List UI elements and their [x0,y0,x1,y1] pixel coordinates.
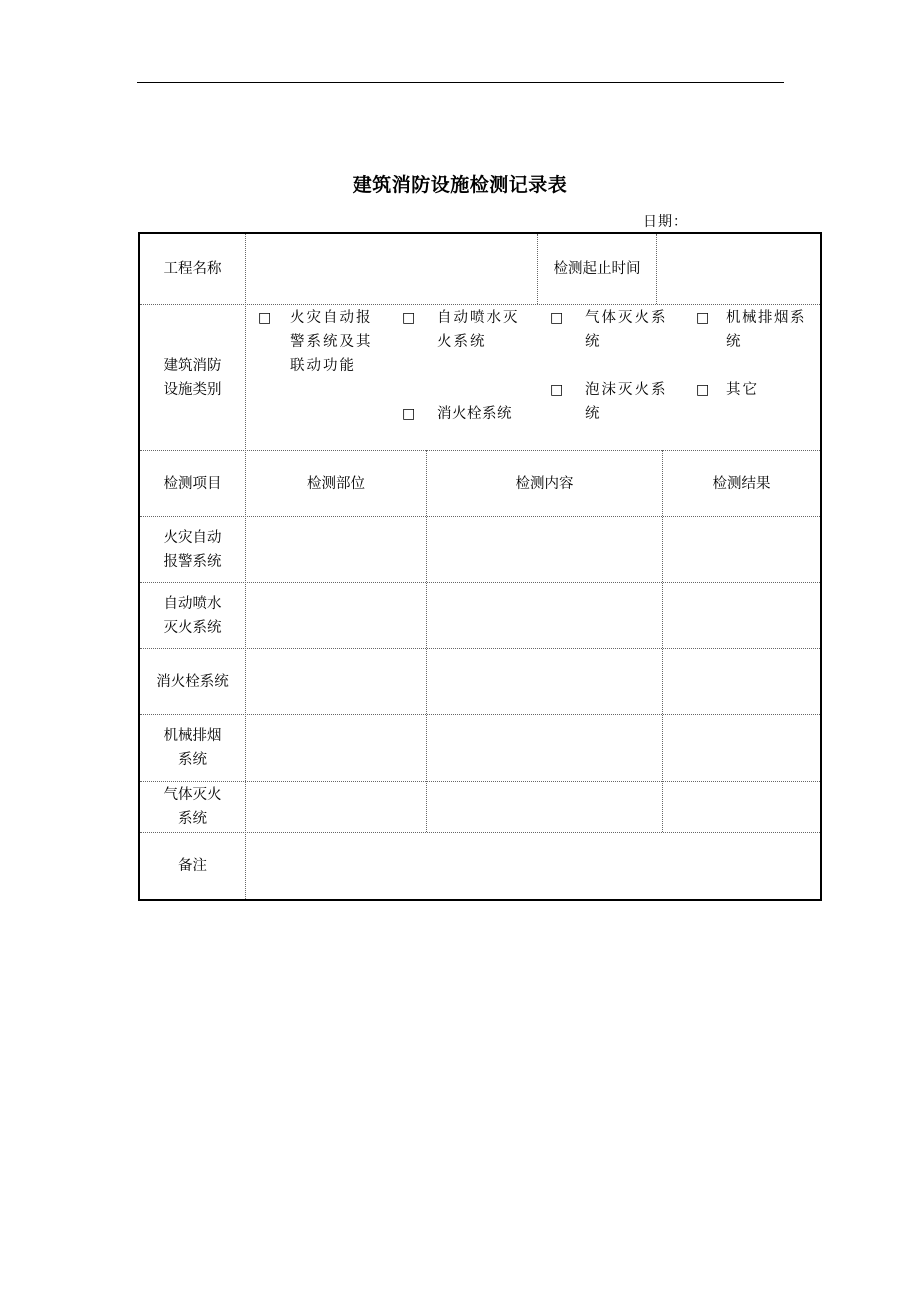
checkbox-gas-extinguishing[interactable]: □ [550,310,564,326]
record-table [138,232,822,901]
checkbox-hydrant[interactable]: □ [402,406,416,422]
header-rule [137,82,784,83]
option-line: 统 [585,334,602,350]
option-line: 消火栓系统 [437,406,512,422]
category-label [140,305,245,450]
row-label-line: 报警系统 [163,553,222,570]
option-line: 火系统 [437,334,487,350]
option-line: 机械排烟系 [726,310,806,326]
option-fire-alarm [290,306,373,378]
header-result: 检测结果 [712,475,771,492]
page-title: 建筑消防设施检测记录表 [352,174,568,196]
header-content: 检测内容 [515,475,574,492]
header-item: 检测项目 [163,475,222,492]
row-label-sprinkler [140,583,245,648]
option-line: 警系统及其 [290,334,373,350]
row-label-gas [140,782,245,832]
checkbox-fire-alarm[interactable]: □ [258,310,272,326]
category-label-line2: 设施类别 [163,381,222,398]
row-label-line: 系统 [178,811,207,827]
row-label-fire-alarm [140,517,245,582]
option-line: 统 [585,406,602,422]
row-label-line: 机械排烟 [163,728,222,744]
checkbox-sprinkler[interactable]: □ [402,310,416,326]
option-line: 其它 [726,382,759,398]
option-line: 气体灭火系 [585,310,668,326]
option-line: 泡沫灭火系 [585,382,668,398]
row-label-hydrant [140,649,245,714]
option-smoke-exhaust [726,306,806,354]
checkbox-other[interactable]: □ [696,382,710,398]
date-label: 日期： [643,214,688,230]
row-label-line: 火灾自动 [163,529,222,546]
col-divider [245,234,246,899]
row-label-line: 系统 [178,752,207,768]
option-hydrant [437,402,512,426]
time-label: 检测起止时间 [553,261,641,277]
remarks-field[interactable] [246,833,820,899]
option-other [726,378,759,402]
row-label-line: 自动喷水 [163,595,222,612]
option-line: 联动功能 [290,358,356,374]
option-line: 火灾自动报 [290,310,373,326]
option-line: 自动喷水灭 [437,310,520,326]
project-name-label: 工程名称 [163,261,222,277]
row-label-line: 消火栓系统 [156,673,229,690]
option-gas-extinguishing [585,306,668,354]
category-label-line1: 建筑消防 [163,357,222,374]
checkbox-smoke-exhaust[interactable]: □ [696,310,710,326]
row-label-line: 灭火系统 [163,619,222,636]
option-foam [585,378,668,426]
row-label-smoke-exhaust [140,715,245,781]
project-name-field[interactable] [246,234,537,304]
header-location: 检测部位 [307,475,365,492]
time-field[interactable] [657,234,820,304]
row-label-line: 气体灭火 [163,787,222,803]
remarks-label: 备注 [178,858,207,874]
checkbox-foam[interactable]: □ [550,382,564,398]
option-line: 统 [726,334,742,350]
option-sprinkler [437,306,520,354]
